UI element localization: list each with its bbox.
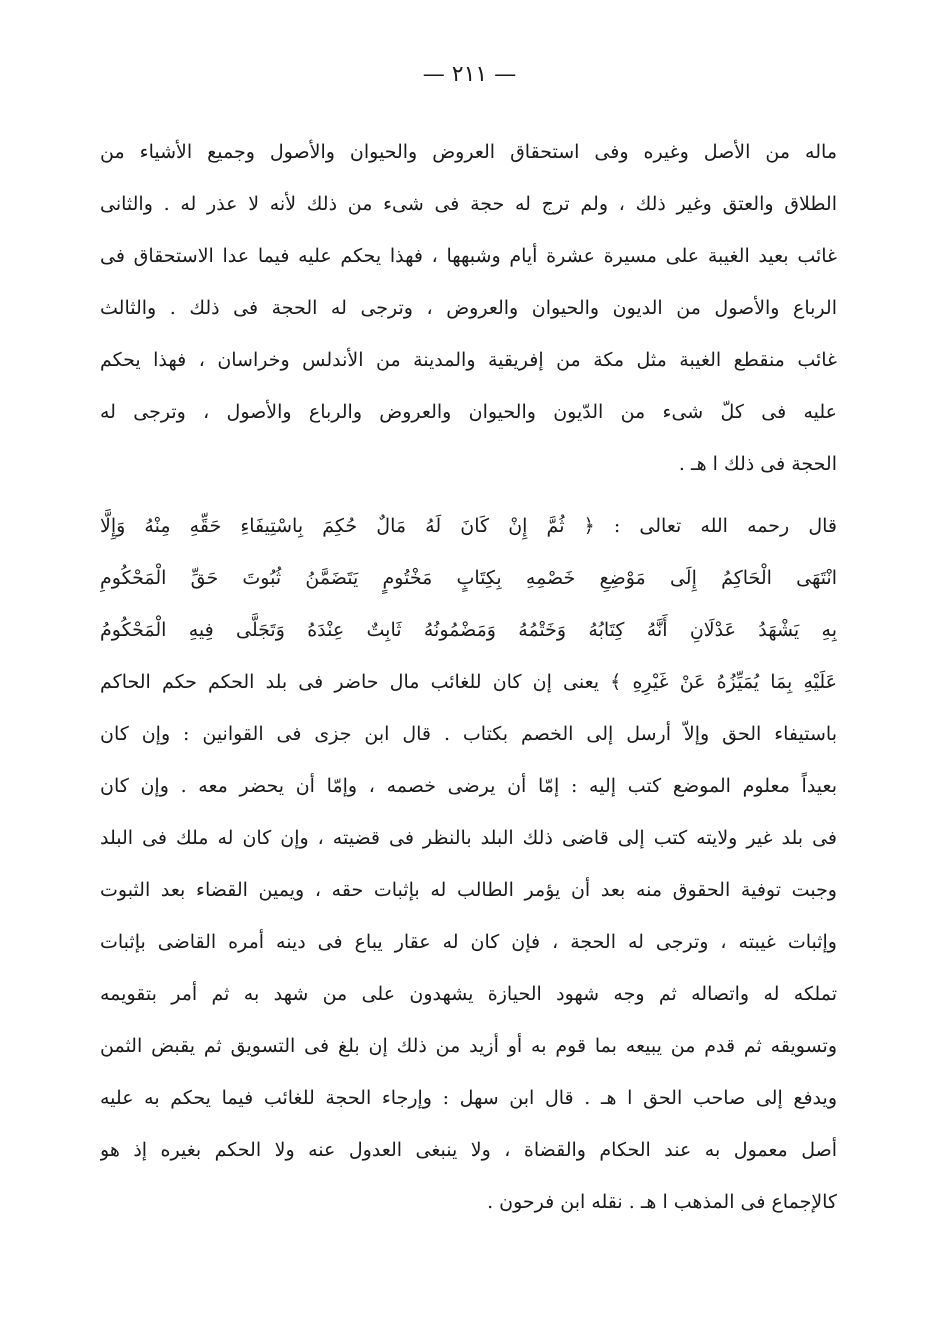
text-line: وإثبات غيبته ، وترجى له الحجة ، فإن كان له عقار يباع فى دينه أمره القاضى بإثبات [100, 931, 837, 953]
text-line: الحجة فى ذلك ا هـ . [678, 453, 837, 475]
text-line: الرباع والأصول من الديون والحيوان والعروض ، وترجى له الحجة فى ذلك . والثالث [100, 297, 837, 319]
text-line: بِهِ يَشْهَدُ عَدْلَانِ أَنَّهُ كِتَابُهُ وَخَتْمُهُ وَمَضْمُونُهُ ثَابِتٌ عِنْدَهُ وَتَجَلَّى فِيهِ الْمَحْكُومُ [100, 619, 837, 641]
text-line: عليه فى كلّ شىء من الدّيون والحيوان والعروض والرباع والأصول ، وترجى له [100, 401, 837, 423]
text-line: غائب بعيد الغيبة على مسيرة عشرة أيام وشبهها ، فهذا يحكم عليه فيما عدا الاستحقاق فى [100, 245, 837, 267]
text-line: باستيفاء الحق وإلاّ أرسل إلى الخصم بكتاب . قال ابن جزى فى القوانين : وإن كان [100, 723, 837, 745]
text-line: أصل معمول به عند الحكام والقضاة ، ولا ينبغى العدول عنه ولا الحكم بغيره إذ هو [100, 1139, 837, 1161]
text-line: قال رحمه الله تعالى : ﴿ ثُمَّ إِنْ كَانَ لَهُ مَالٌ حُكِمَ بِاسْتِيفَاءِ حَقِّهِ مِنْهُ وَإِلَّا [100, 515, 837, 537]
page-number: — ٢١١ — [422, 62, 517, 87]
paragraph-1 [100, 126, 837, 490]
text-line: انْتَهَى الْحَاكِمُ إِلَى مَوْضِعِ خَصْمِهِ بِكِتَابٍ مَخْتُومٍ يَتَضَمَّنُ ثُبُوتَ حَقِّ الْمَحْكُومِ [100, 567, 837, 589]
text-line: وتسويقه ثم قدم من يبيعه بما قوم به أو أزيد من ذلك إن بلغ فى التسويق ثم يقبض الثمن [100, 1035, 837, 1057]
text-line: ويدفع إلى صاحب الحق ا هـ . قال ابن سهل : وإرجاء الحجة للغائب فيما يحكم به عليه [100, 1087, 837, 1109]
text-line: كالإجماع فى المذهب ا هـ . نقله ابن فرحون . [487, 1191, 837, 1213]
text-line: وجبت توفية الحقوق منه بعد أن يؤمر الطالب له بإثبات حقه ، ويمين القضاء بعد الثبوت [100, 879, 837, 901]
text-line: غائب منقطع الغيبة مثل مكة من إفريقية والمدينة من الأندلس وخراسان ، فهذا يحكم [100, 349, 837, 371]
text-line: عَلَيْهِ بِمَا يُمَيِّزُهُ عَنْ غَيْرِهِ ﴾ يعنى إن كان للغائب مال حاضر فى بلد الحكم حكم الحاكم [100, 671, 837, 693]
paragraph-2 [100, 500, 837, 1228]
text-line: الطلاق والعتق وغير ذلك ، ولم ترج له حجة فى شىء من ذلك لأنه لا عذر له . والثانى [100, 193, 837, 215]
text-line: بعيداً معلوم الموضع كتب إليه : إمّا أن يرضى خصمه ، وإمّا أن يحضر معه . وإن كان [100, 775, 837, 797]
text-line: فى بلد غير ولايته كتب إلى قاضى ذلك البلد بالنظر فى قضيته ، وإن كان له ملك فى البلد [100, 827, 837, 849]
text-line: تملكه له واتصاله ثم وجه شهود الحيازة يشهدون على من شهد به ثم أمر بتقويمه [100, 983, 837, 1005]
text-line: ماله من الأصل وغيره وفى استحقاق العروض والحيوان والأصول وجميع الأشياء من [100, 141, 837, 163]
